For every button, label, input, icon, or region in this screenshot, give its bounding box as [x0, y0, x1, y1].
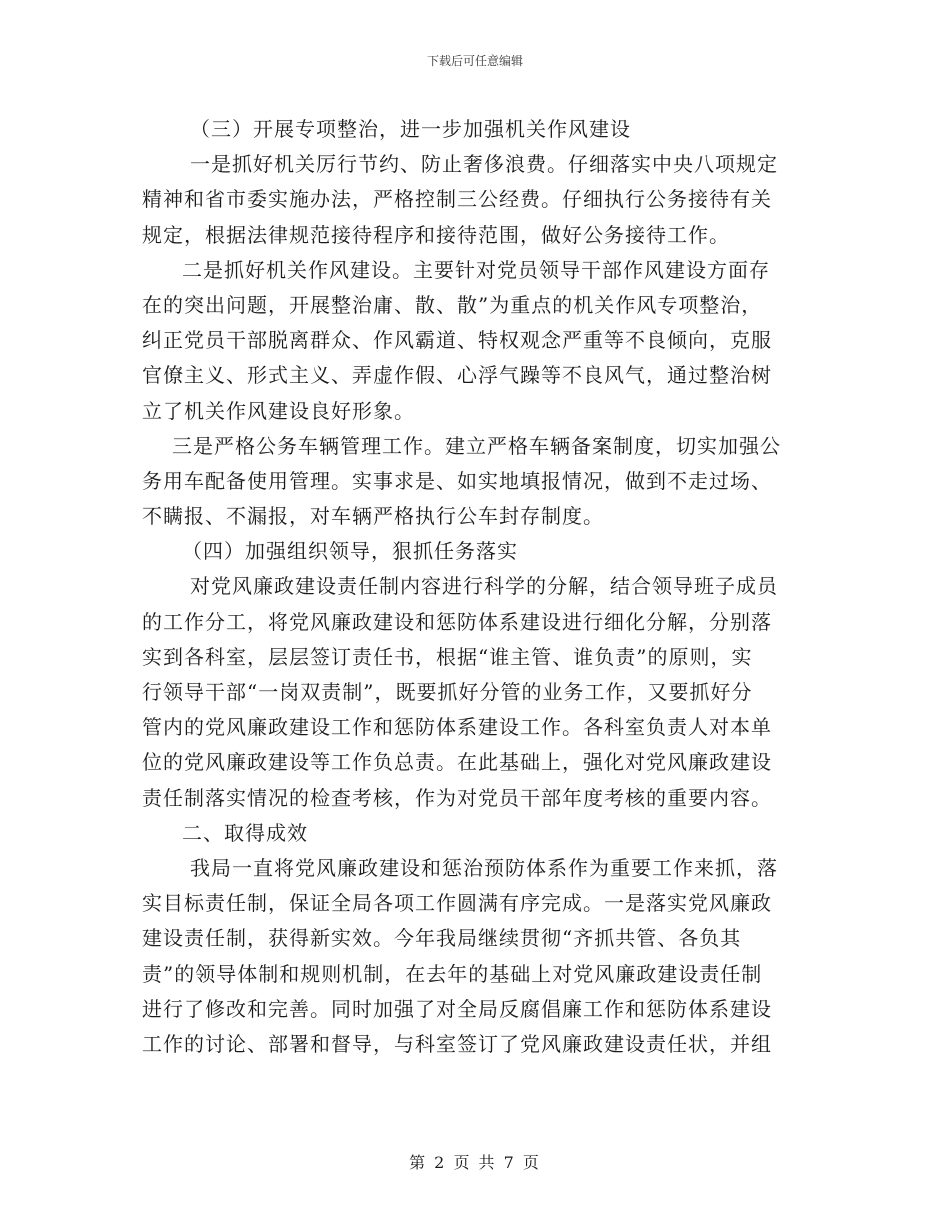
text-line: 进行了修改和完善。同时加强了对全局反腐倡廉工作和惩防体系建设 [142, 996, 772, 1021]
document-body [142, 112, 802, 1062]
text-line: 行领导干部“一岗双责制”，既要抓好分管的业务工作，又要抓好分 [142, 680, 753, 704]
text-line: 精神和省市委实施办法，严格控制三公经费。仔细执行公务接待有关 [142, 187, 772, 212]
text-line: 在的突出问题，开展整治庸、散、散”为重点的机关作风专项整治， [142, 292, 763, 317]
text-line: 三是严格公务车辆管理工作。建立严格车辆备案制度，切实加强公 [172, 433, 781, 458]
text-line: 二、取得成效 [182, 820, 308, 845]
text-line: （四）加强组织领导，狠抓任务落实 [182, 539, 518, 564]
text-line: 官僚主义、形式主义、弄虚作假、心浮气躁等不良风气，通过整治树 [142, 363, 772, 388]
text-line: 管内的党风廉政建设工作和惩防体系建设工作。各科室负责人对本单 [142, 715, 772, 740]
text-line: 建设责任制，获得新实效。今年我局继续贯彻“齐抓共管、各负其 [142, 926, 742, 951]
text-line: 实到各科室，层层签订责任书，根据“谁主管、谁负责”的原则，实 [142, 644, 753, 669]
text-line: 不瞒报、不漏报，对车辆严格执行公车封存制度。 [142, 504, 604, 529]
text-line: 对党风廉政建设责任制内容进行科学的分解，结合领导班子成员 [190, 574, 778, 599]
page-header: 下载后可任意编辑 [426, 54, 523, 68]
text-line: 责任制落实情况的检查考核，作为对党员干部年度考核的重要内容。 [142, 785, 772, 810]
text-line: 二是抓好机关作风建设。主要针对党员领导干部作风建设方面存 [182, 257, 770, 282]
text-line: 规定，根据法律规范接待程序和接待范围，做好公务接待工作。 [142, 222, 730, 247]
text-line: 位的党风廉政建设等工作负总责。在此基础上，强化对党风廉政建设 [142, 750, 772, 775]
text-line: 务用车配备使用管理。实事求是、如实地填报情况，做到不走过场、 [142, 468, 772, 493]
text-line: 一是抓好机关厉行节约、防止奢侈浪费。仔细落实中央八项规定 [190, 152, 778, 177]
text-line: 实目标责任制，保证全局各项工作圆满有序完成。一是落实党风廉政 [142, 891, 772, 916]
text-line: 我局一直将党风廉政建设和惩治预防体系作为重要工作来抓，落 [190, 855, 778, 880]
page-footer: 第 2 页 共 7 页 [409, 1153, 541, 1172]
text-line: 责”的领导体制和规则机制，在去年的基础上对党风廉政建设责任制 [142, 961, 763, 986]
text-line: 工作的讨论、部署和督导，与科室签订了党风廉政建设责任状，并组 [142, 1031, 772, 1056]
text-line: 立了机关作风建设良好形象。 [142, 398, 415, 423]
text-line: 的工作分工，将党风廉政建设和惩防体系建设进行细化分解，分别落 [142, 609, 772, 634]
text-line: 纠正党员干部脱离群众、作风霸道、特权观念严重等不良倾向，克服 [142, 328, 772, 353]
text-line: （三）开展专项整治，进一步加强机关作风建设 [190, 117, 631, 141]
